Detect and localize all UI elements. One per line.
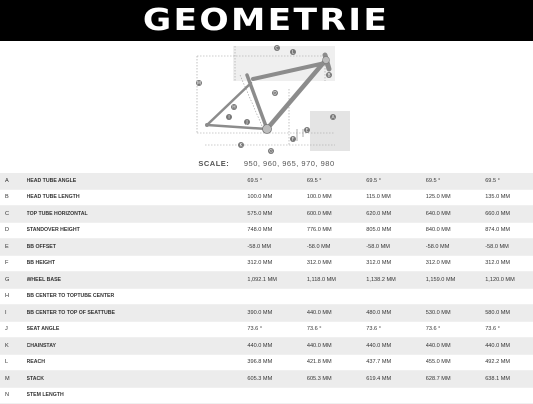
chainstay	[207, 125, 267, 129]
row-value: 73.6 °	[307, 321, 366, 338]
svg-text:I: I	[228, 115, 230, 121]
row-code: H	[0, 288, 27, 305]
row-value: 620.0 MM	[366, 206, 425, 223]
marker-E	[304, 127, 310, 134]
row-value: 421.8 MM	[307, 354, 366, 371]
headset-cap	[323, 57, 330, 64]
row-value	[485, 288, 533, 305]
scale-label: SCALE:	[198, 159, 230, 168]
row-label: STACK	[27, 371, 248, 388]
row-value: 396.8 MM	[247, 354, 306, 371]
svg-text:G: G	[269, 149, 273, 155]
row-code: B	[0, 189, 27, 206]
row-value	[485, 387, 533, 404]
row-value: -58.0 MM	[307, 239, 366, 256]
row-value: 492.2 MM	[485, 354, 533, 371]
row-label: TOP TUBE HORIZONTAL	[27, 206, 248, 223]
row-label: STANDOVER HEIGHT	[27, 222, 248, 239]
table-row	[0, 239, 533, 256]
marker-J	[244, 119, 250, 126]
row-label: BB CENTER TO TOPTUBE CENTER	[27, 288, 248, 305]
row-value: 874.0 MM	[485, 222, 533, 239]
page-title: GEOMETRIE	[143, 3, 390, 38]
row-code: D	[0, 222, 27, 239]
row-value	[247, 288, 306, 305]
table-row	[0, 206, 533, 223]
row-value: 312.0 MM	[307, 255, 366, 272]
row-value: 455.0 MM	[426, 354, 485, 371]
row-value: 440.0 MM	[307, 305, 366, 322]
row-value: 480.0 MM	[366, 305, 425, 322]
table-row	[0, 272, 533, 289]
table-row	[0, 321, 533, 338]
marker-F	[290, 136, 296, 143]
row-value: 390.0 MM	[247, 305, 306, 322]
row-value: 440.0 MM	[307, 338, 366, 355]
row-value	[366, 387, 425, 404]
row-value: 840.0 MM	[426, 222, 485, 239]
svg-text:C: C	[275, 46, 279, 52]
row-value: 440.0 MM	[366, 338, 425, 355]
row-label: STEM LENGTH	[27, 387, 248, 404]
row-value: 100.0 MM	[247, 189, 306, 206]
row-value	[426, 288, 485, 305]
row-code: C	[0, 206, 27, 223]
row-value: 100.0 MM	[307, 189, 366, 206]
row-label: REACH	[27, 354, 248, 371]
row-value: 73.6 °	[485, 321, 533, 338]
row-code: I	[0, 305, 27, 322]
row-value	[307, 288, 366, 305]
row-value	[366, 288, 425, 305]
svg-text:K: K	[239, 143, 243, 149]
row-value: 312.0 MM	[426, 255, 485, 272]
row-value: 125.0 MM	[426, 189, 485, 206]
row-value: 628.7 MM	[426, 371, 485, 388]
row-code: J	[0, 321, 27, 338]
row-value	[426, 387, 485, 404]
row-value: 440.0 MM	[247, 338, 306, 355]
svg-text:L: L	[291, 50, 295, 56]
svg-text:H: H	[232, 105, 236, 111]
row-value: 776.0 MM	[307, 222, 366, 239]
row-code: E	[0, 239, 27, 256]
row-value: 1,118.0 MM	[307, 272, 366, 289]
table-row	[0, 354, 533, 371]
row-value: 69.5 °	[426, 173, 485, 189]
row-value: 73.6 °	[366, 321, 425, 338]
row-code: A	[0, 173, 27, 189]
marker-D	[272, 90, 278, 97]
row-label: HEAD TUBE LENGTH	[27, 189, 248, 206]
table-row	[0, 305, 533, 322]
row-code: N	[0, 387, 27, 404]
table-row	[0, 288, 533, 305]
row-value: 530.0 MM	[426, 305, 485, 322]
row-label: BB CENTER TO TOP OF SEATTUBE	[27, 305, 248, 322]
row-value: 605.3 MM	[247, 371, 306, 388]
row-code: G	[0, 272, 27, 289]
row-value	[247, 387, 306, 404]
row-value: 135.0 MM	[485, 189, 533, 206]
row-label: SEAT ANGLE	[27, 321, 248, 338]
row-value: 69.5 °	[366, 173, 425, 189]
row-value: 600.0 MM	[307, 206, 366, 223]
row-value: 638.1 MM	[485, 371, 533, 388]
row-value: 1,092.1 MM	[247, 272, 306, 289]
svg-text:F: F	[291, 137, 295, 143]
row-value: 580.0 MM	[485, 305, 533, 322]
marker-H	[231, 104, 237, 111]
geometry-table	[0, 173, 533, 404]
row-value: 437.7 MM	[366, 354, 425, 371]
row-label: HEAD TUBE ANGLE	[27, 173, 248, 189]
row-value: -58.0 MM	[247, 239, 306, 256]
row-value: 440.0 MM	[485, 338, 533, 355]
row-code: K	[0, 338, 27, 355]
row-value: 440.0 MM	[426, 338, 485, 355]
row-value: 69.5 °	[247, 173, 306, 189]
table-row	[0, 387, 533, 404]
marker-K	[238, 142, 244, 149]
seat-angle-guide	[240, 75, 265, 133]
frame-geometry-diagram	[185, 41, 355, 171]
bottom-bracket	[263, 125, 272, 134]
svg-text:J: J	[246, 120, 248, 126]
rear-dropout	[205, 123, 209, 127]
row-value: 312.0 MM	[247, 255, 306, 272]
row-value: -58.0 MM	[366, 239, 425, 256]
row-value	[307, 387, 366, 404]
table-row	[0, 222, 533, 239]
row-value: 605.3 MM	[307, 371, 366, 388]
row-value: 805.0 MM	[366, 222, 425, 239]
row-value: 115.0 MM	[366, 189, 425, 206]
header-banner	[0, 0, 533, 41]
table-row	[0, 338, 533, 355]
row-label: BB OFFSET	[27, 239, 248, 256]
table-row	[0, 371, 533, 388]
scale-caption	[0, 159, 533, 168]
scale-sizes: 950, 960, 965, 970, 980	[243, 159, 335, 168]
row-value: 748.0 MM	[247, 222, 306, 239]
table-row	[0, 255, 533, 272]
row-value: 660.0 MM	[485, 206, 533, 223]
table-row	[0, 189, 533, 206]
row-value: 619.4 MM	[366, 371, 425, 388]
table-row	[0, 173, 533, 189]
row-value: 69.5 °	[485, 173, 533, 189]
svg-text:D: D	[273, 91, 277, 97]
row-value: -58.0 MM	[426, 239, 485, 256]
row-value: 1,120.0 MM	[485, 272, 533, 289]
marker-M	[196, 80, 202, 87]
row-value: 312.0 MM	[366, 255, 425, 272]
row-value: 575.0 MM	[247, 206, 306, 223]
row-value: -58.0 MM	[485, 239, 533, 256]
row-value: 1,159.0 MM	[426, 272, 485, 289]
row-label: WHEEL BASE	[27, 272, 248, 289]
row-code: M	[0, 371, 27, 388]
svg-text:A: A	[331, 115, 335, 121]
row-value: 73.6 °	[247, 321, 306, 338]
row-value: 73.6 °	[426, 321, 485, 338]
row-code: F	[0, 255, 27, 272]
marker-G	[268, 148, 274, 155]
row-label: CHAINSTAY	[27, 338, 248, 355]
row-value: 1,138.2 MM	[366, 272, 425, 289]
row-value: 640.0 MM	[426, 206, 485, 223]
row-value: 312.0 MM	[485, 255, 533, 272]
svg-text:M: M	[197, 81, 201, 87]
row-code: L	[0, 354, 27, 371]
row-label: BB HEIGHT	[27, 255, 248, 272]
marker-I	[226, 114, 232, 121]
svg-text:B: B	[327, 73, 331, 79]
svg-text:E: E	[305, 128, 309, 134]
row-value: 69.5 °	[307, 173, 366, 189]
